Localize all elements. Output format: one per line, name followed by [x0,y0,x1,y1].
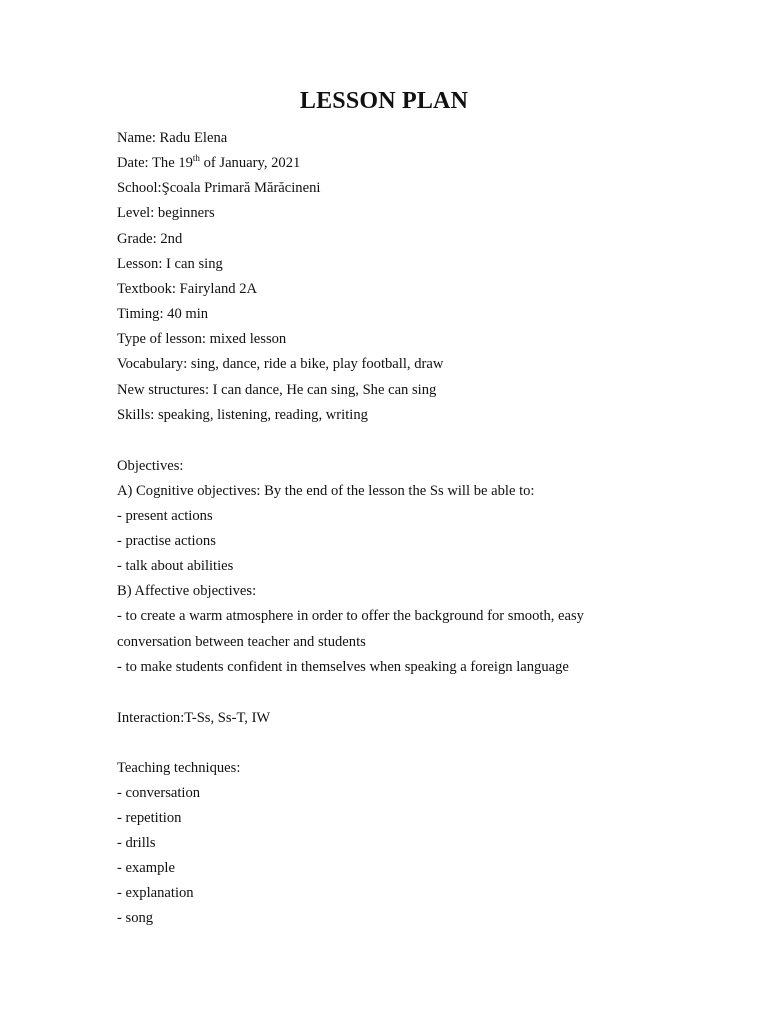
affective-objectives: B) Affective objectives: [117,583,257,599]
textbook-field: Textbook: Fairyland 2A [117,281,258,297]
list-item: - to make students confident in themselves when speaking a foreign language [117,659,569,675]
list-item: - to create a warm atmosphere in order to offer the background for smooth, easy [117,608,584,624]
school-field: School:Şcoala Primară Mărăcineni [117,180,321,196]
timing-field: Timing: 40 min [117,306,209,322]
list-item: - drills [117,835,156,851]
cognitive-objectives: A) Cognitive objectives: By the end of the lesson the Ss will be able to: [117,483,535,499]
grade-field: Grade: 2nd [117,231,183,247]
date-field [117,153,300,173]
date-suffix: of January, 2021 [199,155,301,171]
list-item: - present actions [117,508,213,524]
lesson-type-field: Type of lesson: mixed lesson [117,331,287,347]
date-prefix: Date: The 19 [117,155,193,171]
list-item: - practise actions [117,533,216,549]
techniques-heading: Teaching techniques: [117,760,241,776]
document-title: LESSON PLAN [299,88,469,114]
list-item: - conversation [117,785,201,801]
list-item: - song [117,910,154,926]
name-field: Name: Radu Elena [117,130,228,146]
lesson-field: Lesson: I can sing [117,256,223,272]
interaction-field: Interaction:T-Ss, Ss-T, IW [117,710,271,726]
list-item: - repetition [117,810,182,826]
structures-field: New structures: I can dance, He can sing, She can sing [117,382,437,398]
level-field: Level: beginners [117,205,215,221]
list-item-continuation: conversation between teacher and students [117,634,366,650]
vocabulary-field: Vocabulary: sing, dance, ride a bike, play football, draw [117,356,444,372]
list-item: - explanation [117,885,194,901]
objectives-heading: Objectives: [117,458,184,474]
date-ordinal: th [192,153,200,164]
list-item: - talk about abilities [117,558,234,574]
list-item: - example [117,860,175,876]
skills-field: Skills: speaking, listening, reading, writing [117,407,368,423]
